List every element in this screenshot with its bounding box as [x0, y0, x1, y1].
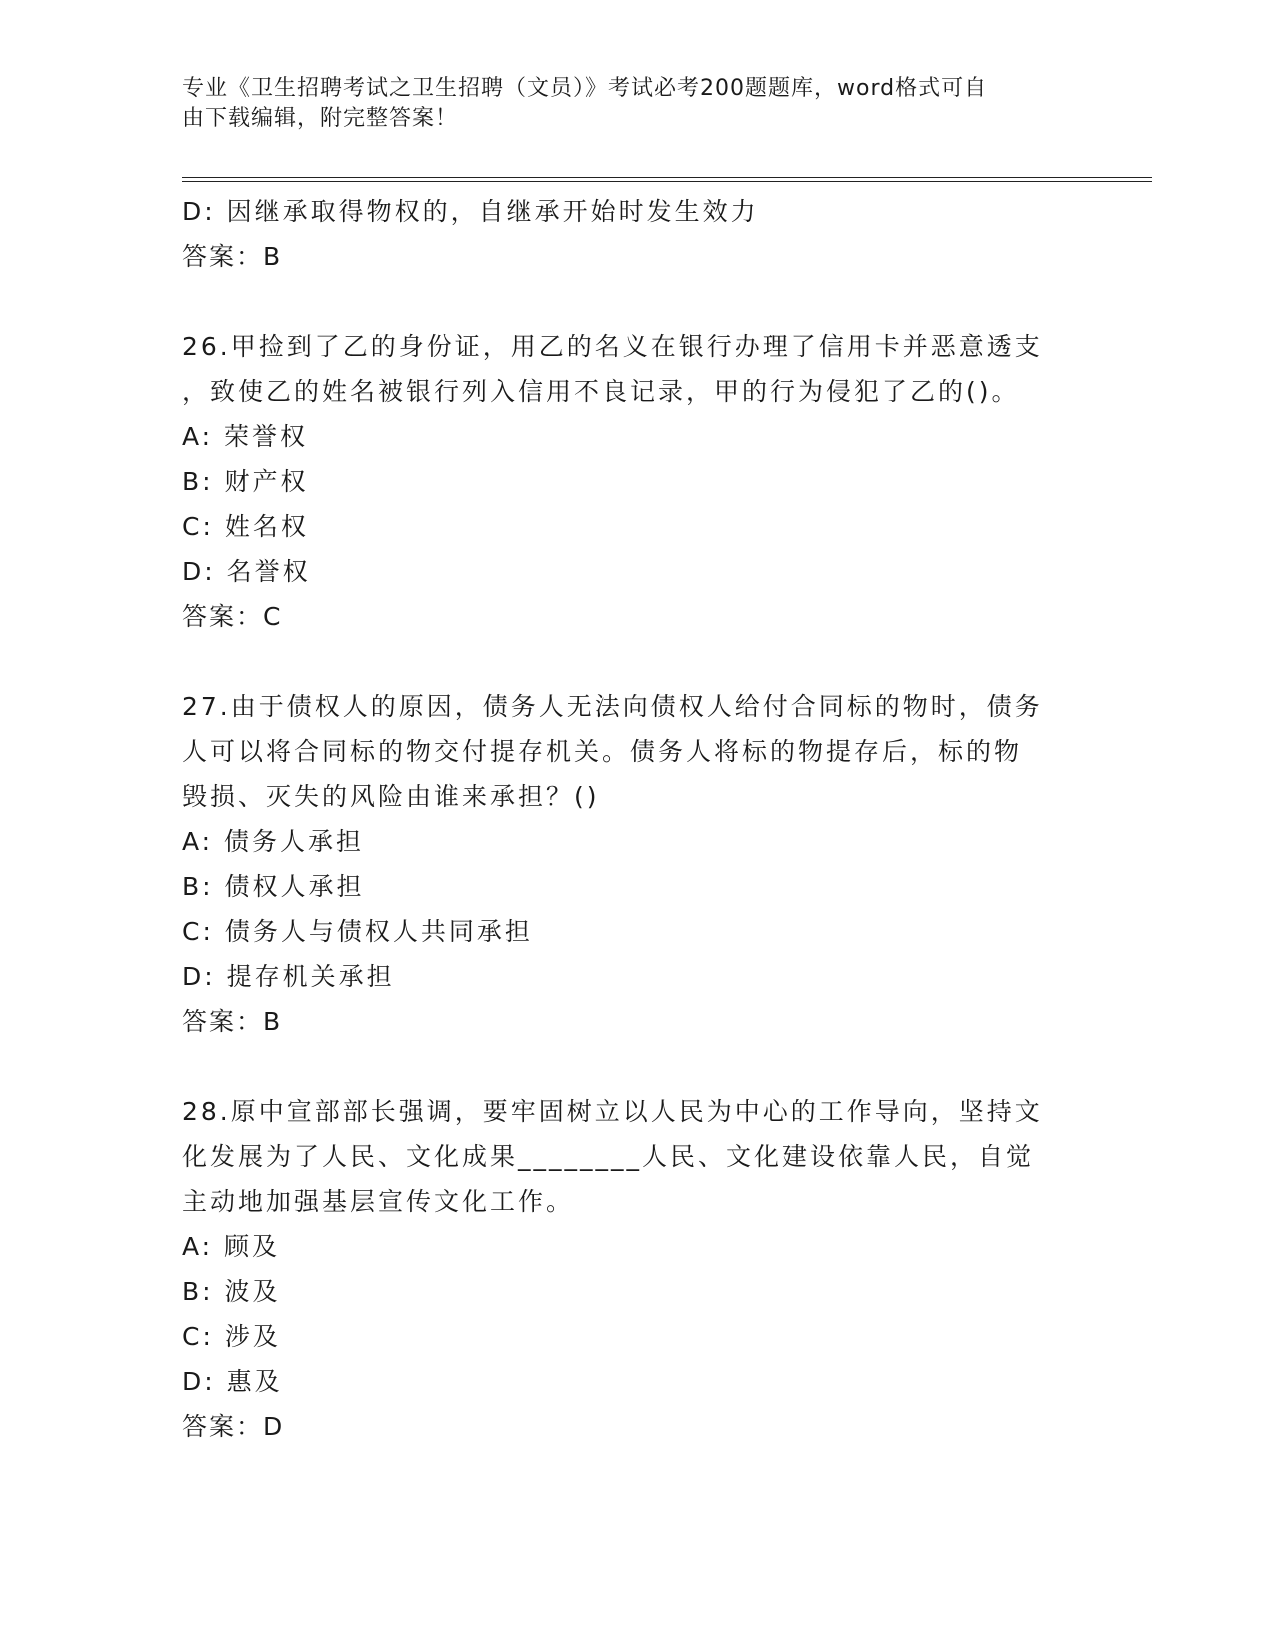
header-divider-top [182, 177, 1152, 178]
question-content [182, 189, 1082, 1449]
question-stem-line: 26.甲捡到了乙的身份证，用乙的名义在银行办理了信用卡并恶意透支 [182, 332, 1043, 361]
previous-answer: 答案：B [182, 242, 283, 271]
document-header [182, 74, 1042, 134]
question-stem-line: 人可以将合同标的物交付提存机关。债务人将标的物提存后，标的物 [182, 737, 1023, 766]
spacer [182, 1044, 1082, 1089]
option-a: A: 顾及 [182, 1232, 281, 1261]
question-stem-line: 27.由于债权人的原因，债务人无法向债权人给付合同标的物时，债务 [182, 692, 1043, 721]
question-stem-line: 28.原中宣部部长强调，要牢固树立以人民为中心的工作导向，坚持文 [182, 1097, 1043, 1126]
answer: 答案：B [182, 1007, 283, 1036]
option-d: D: 名誉权 [182, 557, 311, 586]
answer: 答案：C [182, 602, 283, 631]
option-d: D: 提存机关承担 [182, 962, 395, 991]
question-26 [182, 324, 1082, 639]
header-divider-bottom [182, 181, 1152, 182]
option-b: B: 债权人承担 [182, 872, 365, 901]
option-b: B: 财产权 [182, 467, 309, 496]
question-28 [182, 1089, 1082, 1449]
header-title-line-1: 专业《卫生招聘考试之卫生招聘（文员）》考试必考200题题库，word格式可自 [182, 76, 988, 101]
question-27 [182, 684, 1082, 1044]
question-stem-line: 化发展为了人民、文化成果________人民、文化建设依靠人民，自觉 [182, 1142, 1035, 1171]
spacer [182, 639, 1082, 684]
spacer [182, 279, 1082, 324]
question-stem-line: ，致使乙的姓名被银行列入信用不良记录，甲的行为侵犯了乙的()。 [182, 377, 1020, 406]
option-a: A: 债务人承担 [182, 827, 365, 856]
question-stem-line: 主动地加强基层宣传文化工作。 [182, 1187, 575, 1216]
header-title-line-2: 由下载编辑，附完整答案！ [182, 106, 459, 131]
previous-option-d: D: 因继承取得物权的，自继承开始时发生效力 [182, 197, 759, 226]
option-a: A: 荣誉权 [182, 422, 309, 451]
option-c: C: 债务人与债权人共同承担 [182, 917, 533, 946]
option-b: B: 波及 [182, 1277, 281, 1306]
answer: 答案：D [182, 1412, 285, 1441]
option-d: D: 惠及 [182, 1367, 283, 1396]
option-c: C: 姓名权 [182, 512, 309, 541]
question-stem-line: 毁损、灭失的风险由谁来承担？() [182, 782, 600, 811]
option-c: C: 涉及 [182, 1322, 281, 1351]
